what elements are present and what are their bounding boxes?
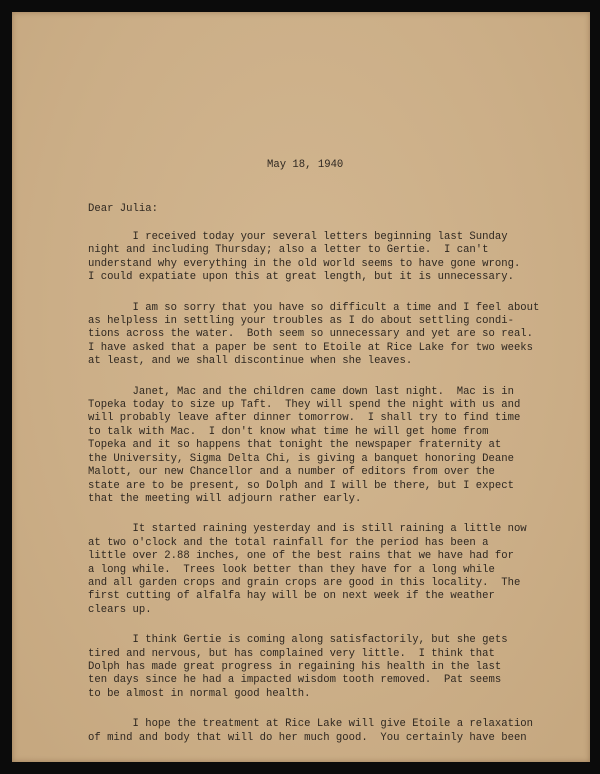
letter-date: May 18, 1940 [267, 159, 344, 171]
text-line: Dolph has made great progress in regaining his health in the last [88, 660, 502, 673]
text-line: Topeka today to size up Taft. They will spend the night with us and [88, 399, 521, 412]
text-line: Janet, Mac and the children came down last night. Mac is in [88, 385, 514, 398]
text-line: night and including Thursday; also a letter to Gertie. I can't [88, 244, 489, 257]
text-line: will probably leave after dinner tomorrow. I shall try to find time [88, 412, 521, 425]
text-line: as helpless in settling your troubles as I do about settling condi- [88, 315, 514, 328]
text-line: understand why everything in the old world seems to have gone wrong. [88, 257, 521, 270]
text-line: the University, Sigma Delta Chi, is giving a banquet honoring Deane [88, 452, 514, 465]
text-line: I have asked that a paper be sent to Etoile at Rice Lake for two weeks [88, 341, 534, 354]
text-line: I received today your several letters beginning last Sunday [88, 231, 508, 243]
paragraph-1 [88, 231, 558, 285]
text-line: I could expatiate upon this at great length, but it is unnecessary. [88, 271, 514, 284]
paragraph-4 [88, 523, 558, 617]
text-line: clears up. [88, 603, 152, 616]
text-line: Malott, our new Chancellor and a number of editors from over the [88, 466, 495, 479]
text-line: of mind and body that will do her much good. You certainly have been [88, 731, 527, 744]
text-line: to talk with Mac. I don't know what time he will get home from [88, 425, 489, 438]
text-line: tions across the water. Both seem so unnecessary and yet are so real. [88, 328, 534, 341]
text-line: I think Gertie is coming along satisfactorily, but she gets [88, 634, 508, 647]
letter-body [88, 231, 558, 762]
text-line: tired and nervous, but has complained very little. I think that [88, 647, 495, 660]
text-line: little over 2.88 inches, one of the best rains that we have had for [88, 550, 514, 563]
letter-salutation: Dear Julia: [88, 203, 158, 215]
text-line: first cutting of alfalfa hay will be on next week if the weather [88, 590, 495, 603]
paragraph-6 [88, 718, 558, 745]
paragraph-2 [88, 302, 558, 369]
paragraph-5 [88, 634, 558, 701]
text-line: and all garden crops and grain crops are good in this locality. The [88, 576, 521, 589]
text-line: at two o'clock and the total rainfall for the period has been a [88, 536, 489, 549]
text-line: ten days since he had a impacted wisdom tooth removed. Pat seems [88, 674, 502, 687]
text-line: It started raining yesterday and is still raining a little now [88, 523, 527, 536]
text-line: at least, and we shall discontinue when she leaves. [88, 355, 413, 368]
text-line: Topeka and it so happens that tonight the newspaper fraternity at [88, 439, 502, 452]
text-line: that the meeting will adjourn rather early. [88, 492, 362, 505]
text-line: I hope the treatment at Rice Lake will give Etoile a relaxation [88, 718, 534, 731]
text-line: to be almost in normal good health. [88, 687, 311, 700]
text-line: I am so sorry that you have so difficult a time and I feel about [88, 301, 540, 314]
text-line: state are to be present, so Dolph and I will be there, but I expect [88, 479, 514, 492]
text-line: a long while. Trees look better than they have for a long while [88, 563, 495, 576]
paragraph-3 [88, 386, 558, 507]
